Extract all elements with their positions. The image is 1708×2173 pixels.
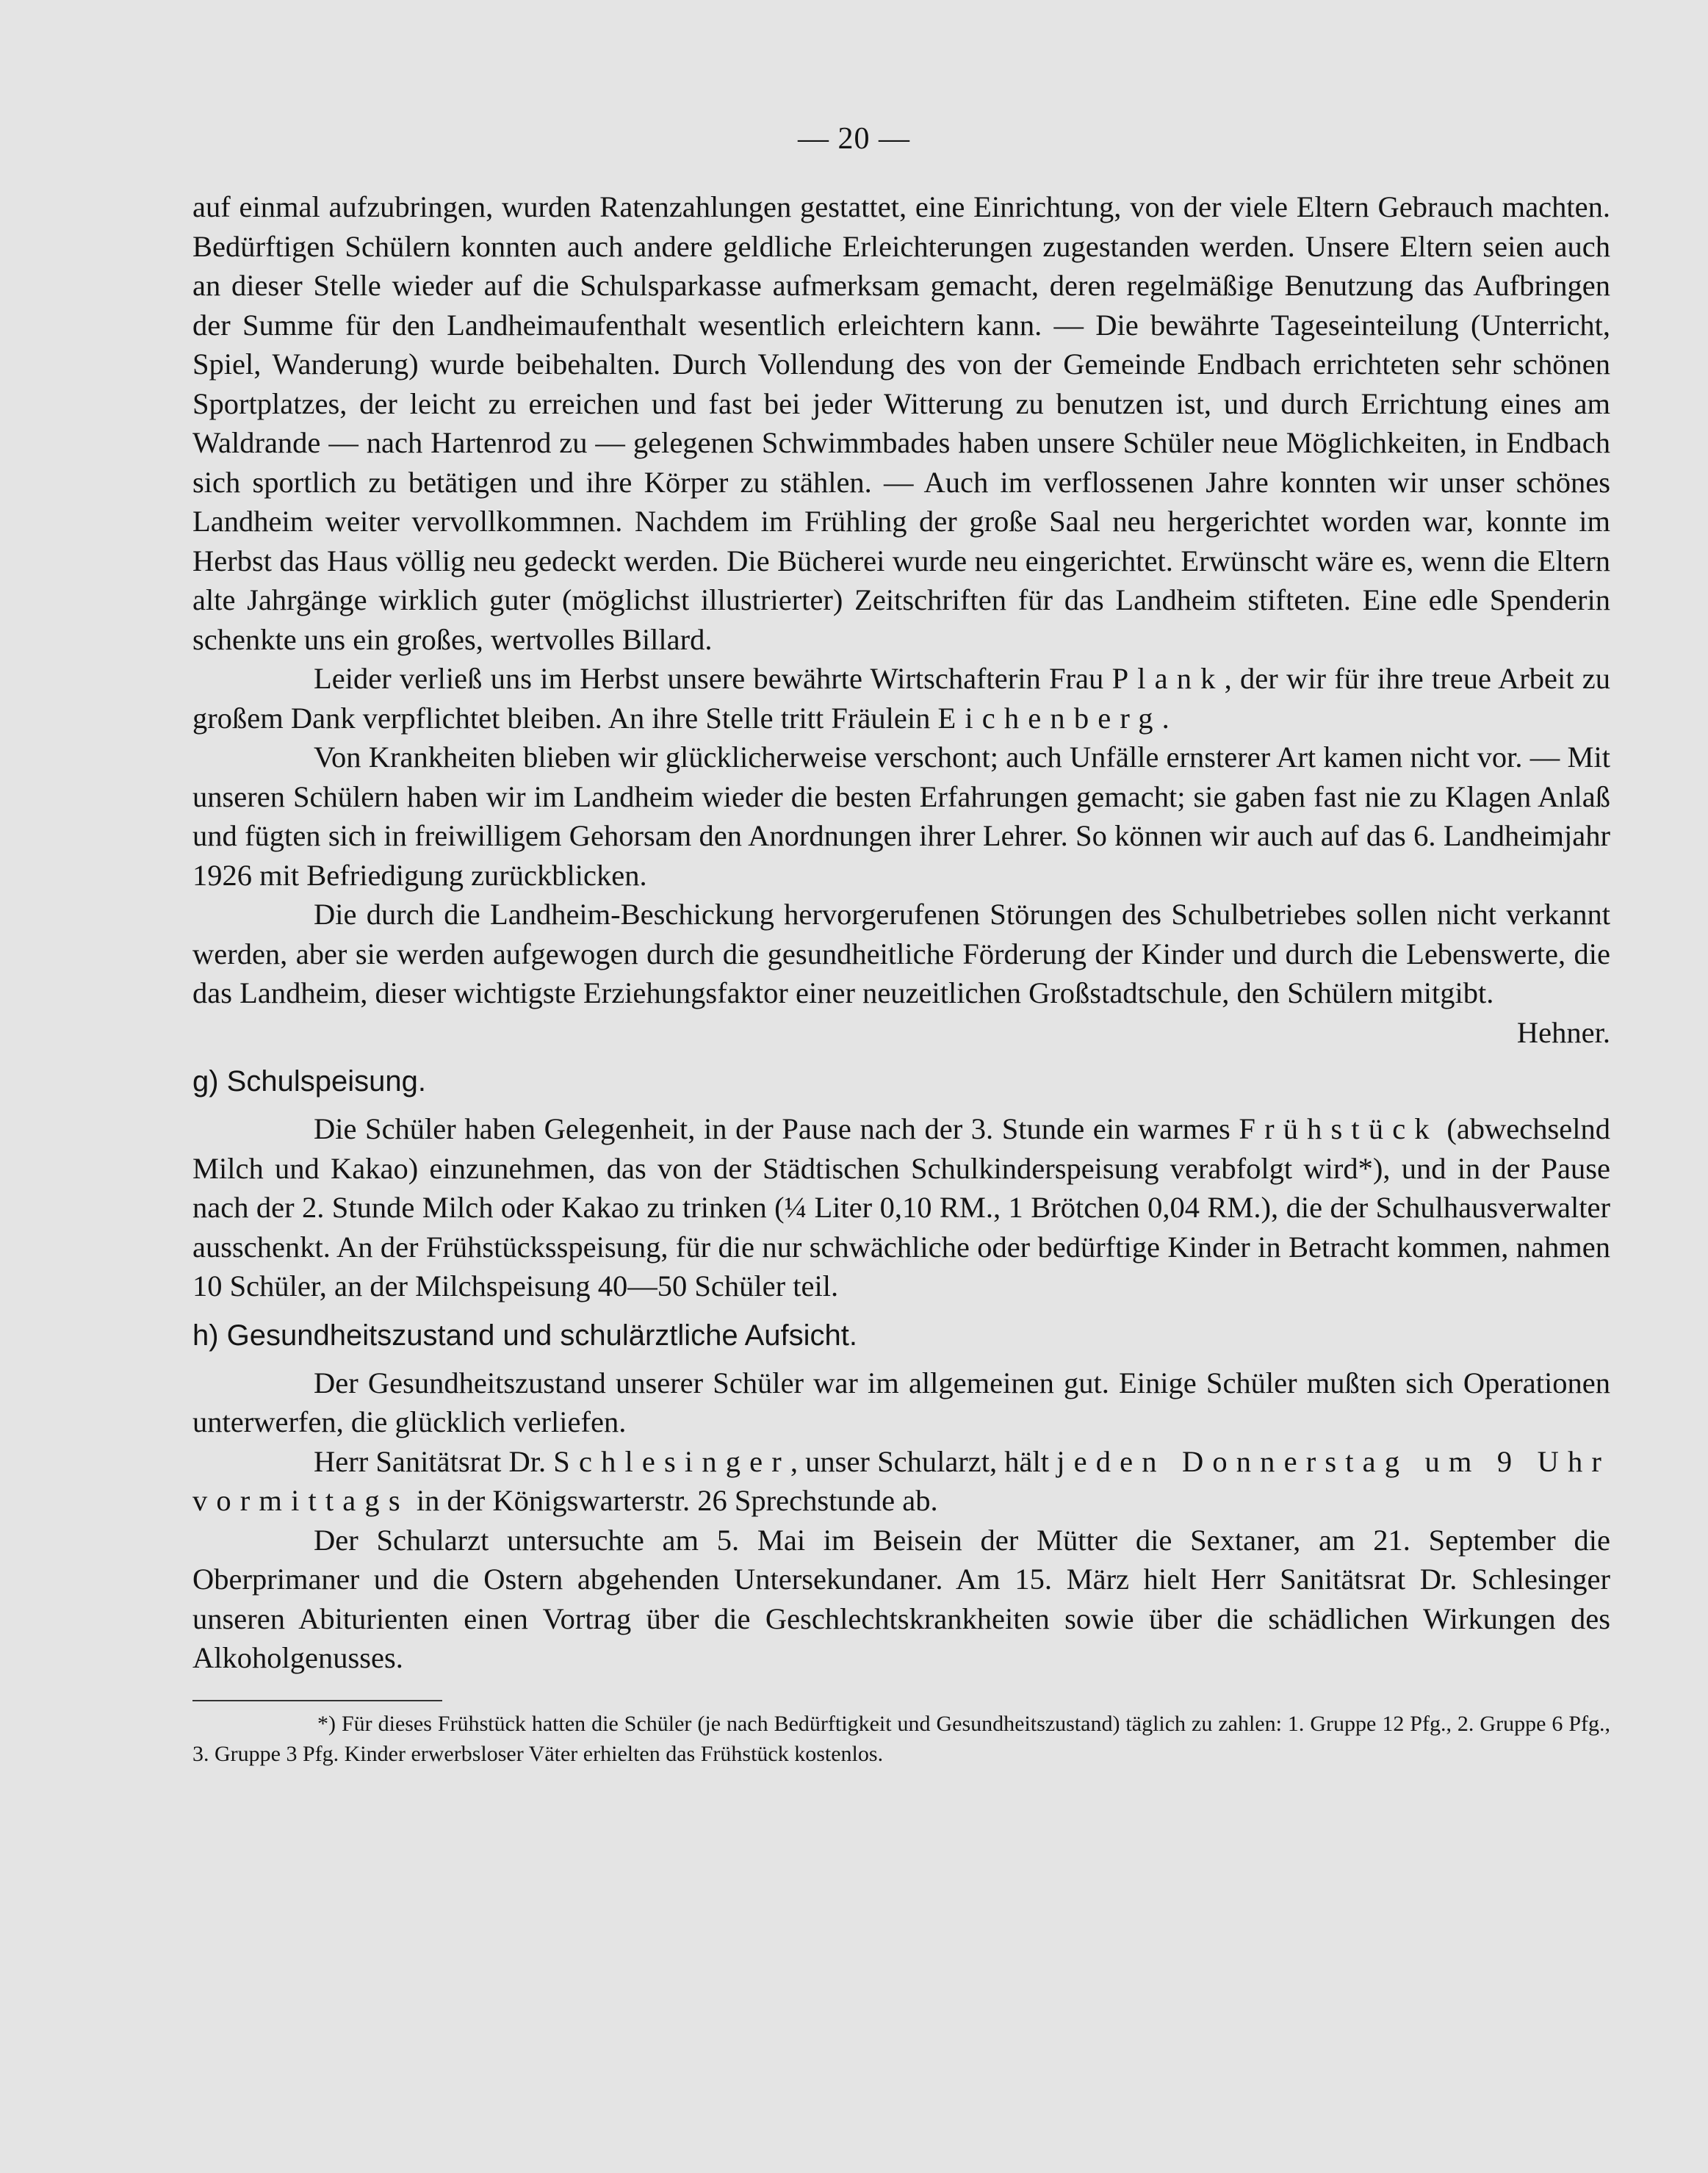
word-fruehstueck: Frühstück — [1239, 1112, 1438, 1145]
paragraph-landheim-continued: auf einmal aufzubringen, wurden Ratenzahlungen gestattet, eine Einrichtung, von der viele Eltern Gebrauch machten. Bedürftigen Schülern konnten auch andere geldliche Erleichterungen zugestanden werden. Unsere Eltern seien auch an dieser Stelle wieder auf die Schulsparkasse aufmerksam gemacht, deren regelmäßige Benutzung das Aufbringen der Summe für den Landheimaufenthalt wesentlich erleichtern kann. — Die bewährte Tageseinteilung (Unterricht, Spiel, Wanderung) wurde beibehalten. Durch Vollendung des von der Gemeinde Endbach errichteten sehr schönen Sportplatzes, der leicht zu erreichen und fast bei jeder Witterung zu benutzen ist, und durch Errichtung eines am Waldrande — nach Hartenrod zu — gelegenen Schwimmbades haben unsere Schüler neue Möglichkeiten, in Endbach sich sportlich zu betätigen und ihre Körper zu stählen. — Auch im verflossenen Jahre konnten wir unser schönes Landheim weiter vervollkommnen. Nachdem im Frühling der große Saal neu hergerichtet worden war, konnte im Herbst das Haus völlig neu gedeckt werden. Die Bücherei wurde neu eingerichtet. Erwünscht wäre es, wenn die Eltern alte Jahrgänge wirklich guter (möglichst illustrierter) Zeitschriften für das Landheim stifteten. Eine edle Spenderin schenkte uns ein großes, wertvolles Billard. — [192, 190, 1610, 656]
paragraph-untersuchungen: Der Schularzt untersuchte am 5. Mai im Beisein der Mütter die Sextaner, am 21. September die Oberprimaner und die Ostern abgehenden Untersekundaner. Am 15. März hielt Herr Sanitätsrat Dr. Schlesinger unseren Abiturienten einen Vortrag über die Geschlechtskrankheiten sowie über die schädlichen Wirkungen des Alkoholgenusses. — [192, 1523, 1610, 1674]
name-eichenberg: Eichenberg — [937, 701, 1162, 735]
paragraph-wirtschafterin-text-a: Leider verließ uns im Herbst unsere bewährte Wirtschafterin Frau — [314, 662, 1112, 695]
paragraph-schulspeisung-text-a: Die Schüler haben Gelegenheit, in der Pause nach der 3. Stunde ein warmes — [314, 1112, 1239, 1145]
paragraph-sprechstunde — [192, 1442, 1610, 1521]
heading-schulspeisung: g) Schulspeisung. — [192, 1065, 426, 1098]
body-text — [192, 187, 1610, 1769]
paragraph-sprechstunde-text-c: in der Königswarterstr. 26 Sprechstunde ab. — [408, 1484, 938, 1517]
paragraph-wirtschafterin — [192, 659, 1610, 738]
paragraph-schulspeisung-text-b: (abwechselnd Milch und Kakao) einzunehmen, das von der Städtischen Schulkinderspeisung verabfolgt wird*), und in der Pause nach der 2. Stunde Milch oder Kakao zu trinken (¼ Liter 0,10 RM., 1 Brötchen 0,04 RM.), die der Schulhausverwalter ausschenkt. An der Frühstücksspeisung, für die nur schwächliche oder bedürftige Kinder in Betracht kommen, nahmen 10 Schüler, an der Milchspeisung 40—50 Schüler teil. — [192, 1112, 1610, 1302]
name-plank: Plank — [1111, 662, 1225, 695]
paragraph-wirtschafterin-text-b: , der wir für ihre treue Arbeit zu großem Dank verpflichtet bleiben. An ihre Stelle tritt Fräulein — [192, 662, 1610, 735]
paragraph-wirtschafterin-text-c: . — [1161, 701, 1170, 735]
paragraph-landheim-beschickung — [192, 895, 1610, 1052]
page-number: — 20 — — [798, 122, 910, 156]
footnote-divider — [192, 1700, 442, 1701]
sprechstunde-time: jeden Donnerstag um 9 Uhr vormittags — [192, 1444, 1611, 1517]
paragraph-schulspeisung — [192, 1109, 1610, 1306]
footnote: *) Für dieses Frühstück hatten die Schüler (je nach Bedürftigkeit und Gesundheitszustand) täglich zu zahlen: 1. Gruppe 12 Pfg., 2. Gruppe 6 Pfg., 3. Gruppe 3 Pfg. Kinder erwerbsloser Väter erhielten das Frühstück kostenlos. — [192, 1711, 1610, 1766]
signature-hehner: Hehner. — [1516, 1015, 1610, 1049]
paragraph-gesundheitszustand: Der Gesundheitszustand unserer Schüler war im allgemeinen gut. Einige Schüler mußten sich Operationen unterwerfen, die glücklich verliefen. — [192, 1366, 1610, 1438]
paragraph-sprechstunde-text-b: , unser Schularzt, hält — [790, 1444, 1057, 1478]
paragraph-landheim-beschickung-text: Die durch die Landheim-Beschickung hervorgerufenen Störungen des Schulbetriebes sollen nicht verkannt werden, aber sie werden aufgewogen durch die gesundheitliche Förderung der Kinder und durch die Lebenswerte, die das Landheim, dieser wichtigste Erziehungsfaktor einer neuzeitlichen Großstadtschule, den Schülern mitgibt. — [192, 898, 1610, 1009]
paragraph-krankheiten: Von Krankheiten blieben wir glücklicherweise verschont; auch Unfälle ernsterer Art kamen nicht vor. — Mit unseren Schülern haben wir im Landheim wieder die besten Erfahrungen gemacht; sie gaben fast nie zu Klagen Anlaß und fügten sich in freiwilligem Gehorsam den Anordnungen ihrer Lehrer. So können wir auch auf das 6. Landheimjahr 1926 mit Befriedigung zurückblicken. — [192, 740, 1610, 892]
paragraph-sprechstunde-text-a: Herr Sanitätsrat Dr. — [314, 1444, 554, 1478]
name-schlesinger: Schlesinger — [553, 1444, 790, 1478]
heading-gesundheitszustand: h) Gesundheitszustand und schulärztliche Aufsicht. — [192, 1319, 857, 1352]
